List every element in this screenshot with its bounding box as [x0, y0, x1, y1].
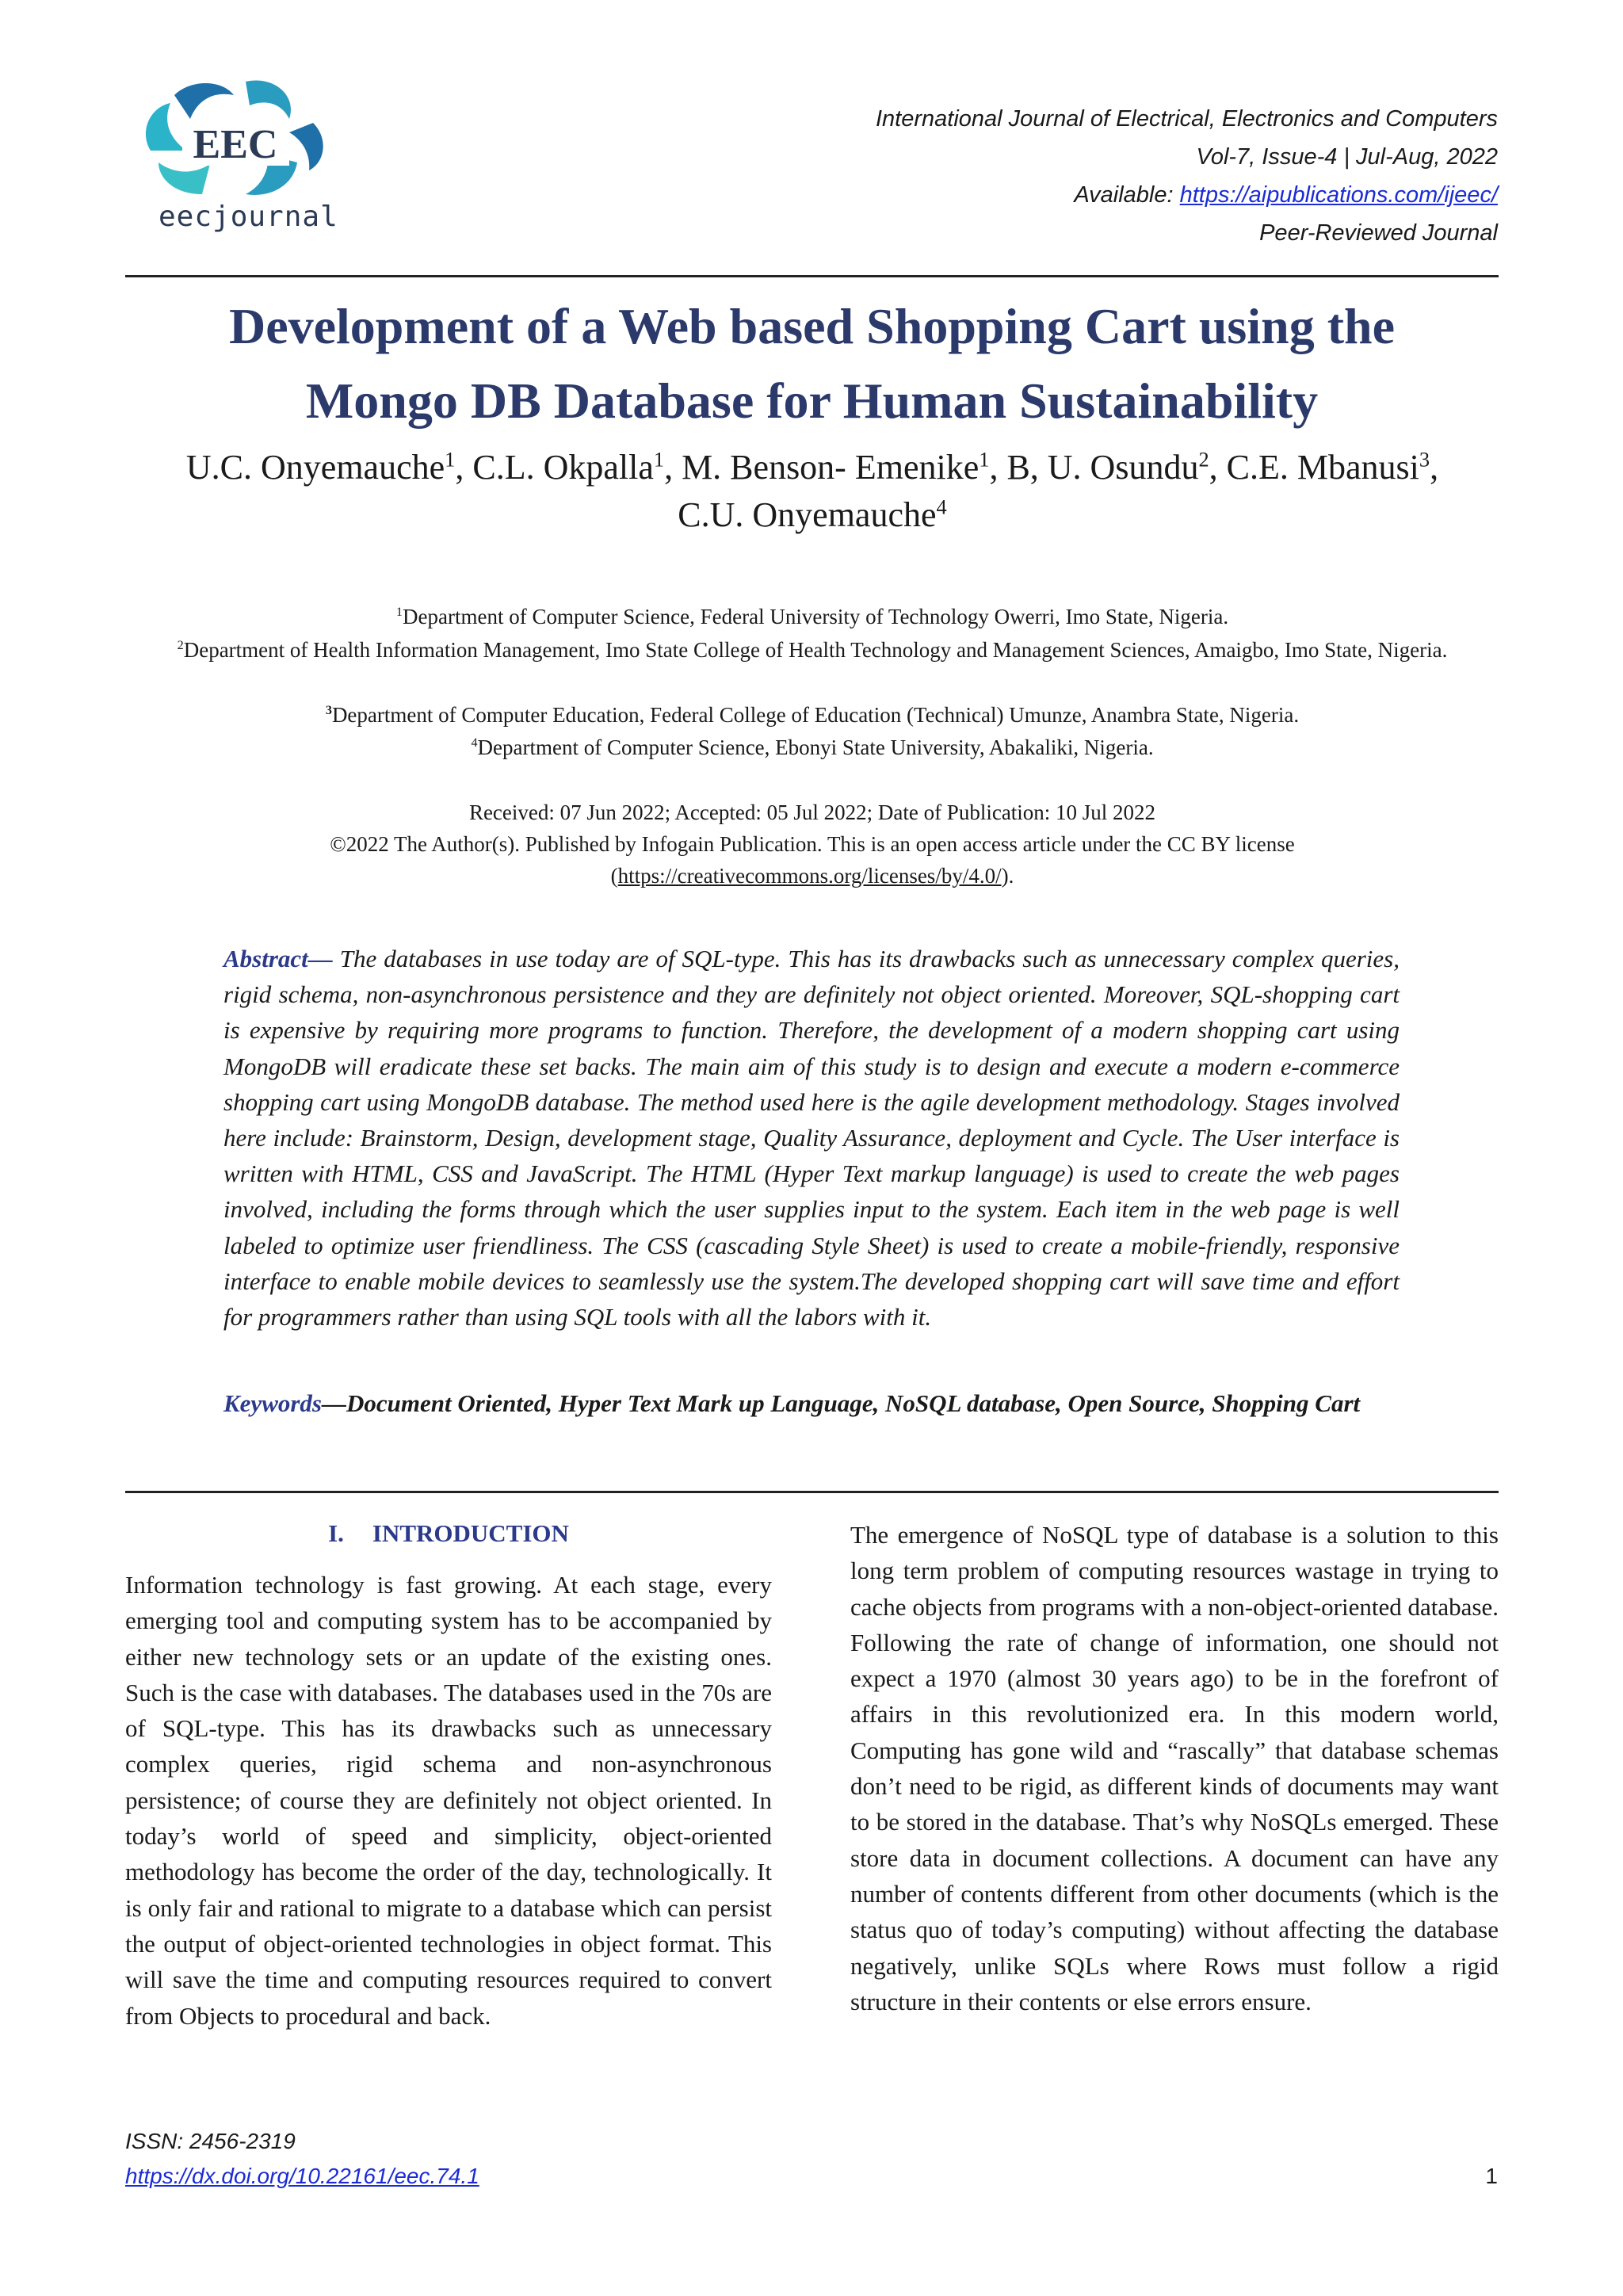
intro-right-column: The emergence of NoSQL type of database is a solution to this long term problem of computing resources wastage in trying to cache objects from programs with a non-object-oriented database. Following the rate of change of information, one should not expect a 1970 (almost 30 years ago) to be in the forefront of affairs in this revolutionized era. In this modern world, Computing has gone wild and “rascally” that database schemas don’t need to be rigid, as different kinds of documents may want to be stored in the database. That’s why NoSQLs emerged. These store data in document collections. A document can have any number of contents different from other documents (which is the status quo of today’s computing) without affecting the database negatively, unlike SQLs where Rows must follow a rigid structure in their contents or else errors ensure. [850, 1521, 1499, 2015]
affiliation-3: $^3$Department of Computer Education, Federal College of Education (Technical) Umunze, Anambra State, Nigeria. [325, 703, 1300, 727]
abstract-divider [125, 1491, 1499, 1493]
author-list [166, 444, 1458, 539]
license-text: ©2022 The Author(s). Published by Infogain Publication. This is an open access article under the CC BY license [330, 832, 1295, 856]
author: C.E. Mbanusi$^3$, [1226, 447, 1439, 487]
header-divider [125, 275, 1499, 277]
abstract-label: Abstract— [223, 945, 333, 972]
abstract-text: The databases in use today are of SQL-type. This has its drawbacks such as unnecessary complex queries, rigid schema, non-asynchronous persistence and they are definitely not object oriented. Moreover, SQL-shopping cart is expensive by requiring more programs to function. Therefore, the development of a modern shopping cart using MongoDB will eradicate these set backs. The main aim of this study is to design and execute a modern e-commerce shopping cart using MongoDB database. The method used here is the agile development methodology. Stages involved here include: Brainstorm, Design, development stage, Quality Assurance, deployment and Cycle. The User interface is written with HTML, CSS and JavaScript. The HTML (Hyper Text markup language) is used to create the web pages involved, including the forms through which the user supplies input to the system. Each item in the web page is well labeled to optimize user friendliness. The CSS (cascading Style Sheet) is used to create a mobile-friendly, responsive interface to enable mobile devices to seamlessly use the system.The developed shopping cart will save time and effort for programmers rather than using SQL tools with all the labors with it. [223, 945, 1400, 1331]
issn: ISSN: 2456-2319 [125, 2129, 296, 2153]
peer-review-note: Peer-Reviewed Journal [1259, 220, 1498, 246]
journal-url-link[interactable]: https://aipublications.com/ijeec/ [1179, 182, 1498, 208]
author: B, U. Osundu$^2$, [1006, 447, 1227, 487]
logo-caption: eecjournal [158, 201, 338, 233]
keywords-text: —Document Oriented, Hyper Text Mark up Language, NoSQL database, Open Source, Shopping Cart [322, 1389, 1361, 1417]
section-number: I. [328, 1519, 344, 1547]
author: C.L. Okpalla$^1$, [472, 447, 682, 487]
intro-left-column: Information technology is fast growing. At each stage, every emerging tool and computing system has to be accompanied by either new technology sets or an update of the existing ones. Such is the case with databases. The databases used in the 70s are of SQL-type. This has its drawbacks such as unnecessary complex queries, rigid schema and non-asynchronous persistence; of course they are definitely not object oriented. In today’s world of speed and simplicity, object-oriented methodology has become the order of the day, technologically. It is only fair and rational to migrate to a database which can persist the output of object-oriented technologies in object format. This will save the time and computing resources required to convert from Objects to procedural and back. [125, 1571, 772, 2030]
publication-info [143, 797, 1482, 892]
journal-name: International Journal of Electrical, Electronics and Computers [876, 106, 1498, 132]
license-url: (https://creativecommons.org/licenses/by/4.0/). [610, 864, 1014, 888]
affiliation-1: $^1$Department of Computer Science, Federal University of Technology Owerri, Imo State, Nigeria. [395, 605, 1229, 628]
svg-text:EEC: EEC [193, 122, 278, 167]
section-heading-introduction [125, 1515, 772, 1551]
paper-title [125, 289, 1499, 438]
page-number: 1 [1485, 2164, 1498, 2188]
license-link[interactable]: https://creativecommons.org/licenses/by/4.0/ [617, 864, 1002, 888]
eec-logo-icon [127, 75, 341, 202]
author: C.U. Onyemauche$^4$ [678, 495, 947, 534]
keywords-label: Keywords [223, 1389, 322, 1417]
author: M. Benson- Emenike$^1$, [682, 447, 1007, 487]
doi-link[interactable]: https://dx.doi.org/10.22161/eec.74.1 [125, 2164, 479, 2188]
keywords [223, 1385, 1400, 1422]
journal-info [705, 100, 1498, 252]
abstract [223, 941, 1400, 1335]
author: U.C. Onyemauche$^1$, [185, 447, 473, 487]
journal-availability [705, 176, 1498, 214]
affiliation-4: $^4$Department of Computer Science, Ebonyi State University, Abakaliki, Nigeria. [471, 735, 1154, 759]
available-label: Available: [1074, 182, 1180, 208]
affiliation-2: $^2$Department of Health Information Management, Imo State College of Health Technology and Management Sciences, Amaigbo, Imo State, Nigeria. [177, 638, 1448, 662]
section-title: INTRODUCTION [372, 1519, 569, 1547]
title-line-2: Mongo DB Database for Human Sustainability [305, 372, 1319, 429]
page-footer [125, 2124, 479, 2194]
publication-dates: Received: 07 Jun 2022; Accepted: 05 Jul 2022; Date of Publication: 10 Jul 2022 [468, 800, 1156, 824]
journal-volume: Vol-7, Issue-4 | Jul-Aug, 2022 [1196, 144, 1498, 170]
title-line-1: Development of a Web based Shopping Cart using the [228, 298, 1396, 354]
journal-logo [127, 75, 341, 246]
